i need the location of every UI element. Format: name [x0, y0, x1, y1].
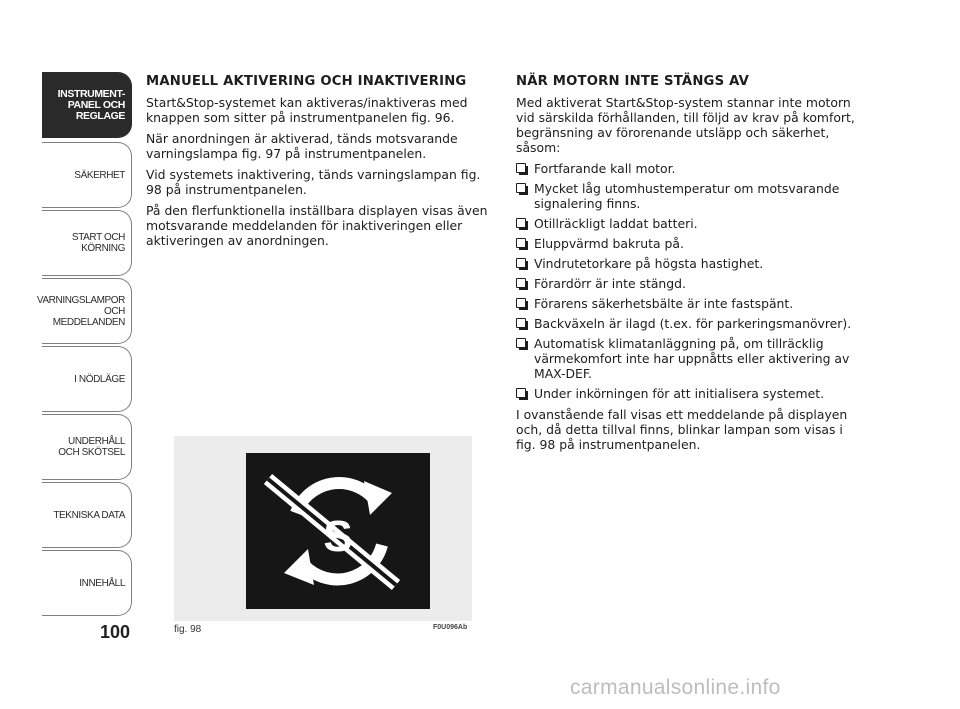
start-stop-off-icon [246, 453, 430, 609]
list-item [516, 236, 866, 251]
checkbox-bullet-icon [516, 258, 526, 268]
list-item-text: Otillräckligt laddat batteri. [534, 216, 698, 231]
paragraph: På den flerfunktionella inställbara displayen visas även motsvarande meddelanden för inaktiveringen eller aktiveringen av anordningen. [146, 203, 488, 248]
list-item [516, 296, 866, 311]
tab-tekniska-data[interactable] [42, 482, 132, 548]
list-item-text: Eluppvärmd bakruta på. [534, 236, 684, 251]
list-item [516, 336, 866, 381]
list-item [516, 216, 866, 231]
list-item-text: Förardörr är inte stängd. [534, 276, 686, 291]
list-item [516, 181, 866, 211]
right-column [516, 74, 866, 458]
checkbox-bullet-icon [516, 218, 526, 228]
section-heading-engine-not-stopping: NÄR MOTORN INTE STÄNGS AV [516, 74, 749, 89]
checkbox-bullet-icon [516, 238, 526, 248]
tab-label: START OCH KÖRNING [71, 232, 125, 254]
tab-label: I NÖDLÄGE [74, 373, 125, 385]
tab-instrumentpanel-och-reglage[interactable] [42, 72, 132, 138]
list-item-text: Under inkörningen för att initialisera systemet. [534, 386, 825, 401]
checkbox-bullet-icon [516, 163, 526, 173]
tab-varningslampor-och-meddelanden[interactable] [36, 278, 132, 344]
tab-label: UNDERHÅLL OCH SKÖTSEL [58, 436, 125, 458]
tab-label: SÄKERHET [74, 169, 125, 181]
paragraph: Vid systemets inaktivering, tänds varningslampan fig. 98 på instrumentpanelen. [146, 167, 481, 197]
condition-list [516, 161, 866, 401]
intro-paragraph: Med aktiverat Start&Stop-system stannar inte motorn vid särskilda förhållanden, till följd av krav på komfort, begränsning av förorenande utsläpp och säkerhet, såsom: [516, 95, 855, 155]
list-item-text: Mycket låg utomhustemperatur om motsvarande signalering finns. [534, 181, 840, 211]
checkbox-bullet-icon [516, 278, 526, 288]
tab-label: TEKNISKA DATA [53, 509, 125, 521]
list-item-text: Förarens säkerhetsbälte är inte fastspänt. [534, 296, 794, 311]
section-heading-manual-activation: MANUELL AKTIVERING OCH INAKTIVERING [146, 74, 467, 89]
tab-label: VARNINGSLAMPOR OCH MEDDELANDEN [36, 294, 125, 328]
tab-label: INNEHÅLL [79, 577, 125, 589]
tab-start-och-korning[interactable] [42, 210, 132, 276]
checkbox-bullet-icon [516, 183, 526, 193]
paragraph: Start&Stop-systemet kan aktiveras/inaktiveras med knappen som sitter på instrumentpanelen fig. 96. [146, 95, 468, 125]
paragraph: När anordningen är aktiverad, tänds motsvarande varningslampa fig. 97 på instrumentpanelen. [146, 131, 458, 161]
checkbox-bullet-icon [516, 298, 526, 308]
checkbox-bullet-icon [516, 388, 526, 398]
list-item [516, 161, 866, 176]
tab-innehall[interactable] [42, 550, 132, 616]
list-item-text: Automatisk klimatanläggning på, om tillräcklig värmekomfort inte har uppnåtts eller aktivering av MAX-DEF. [534, 336, 850, 381]
figure-98 [174, 436, 472, 621]
tab-sakerhet[interactable] [42, 142, 132, 208]
checkbox-bullet-icon [516, 338, 526, 348]
list-item-text: Vindrutetorkare på högsta hastighet. [534, 256, 764, 271]
checkbox-bullet-icon [516, 318, 526, 328]
list-item [516, 386, 866, 401]
tab-underhall-och-skotsel[interactable] [42, 414, 132, 480]
list-item [516, 256, 866, 271]
left-column [146, 74, 491, 254]
list-item-text: Fortfarande kall motor. [534, 161, 676, 176]
figure-caption: fig. 98 [174, 624, 202, 635]
list-item [516, 316, 866, 331]
page-number: 100 [100, 622, 131, 642]
list-item [516, 276, 866, 291]
icon-letter: S [323, 512, 353, 561]
list-item-text: Backväxeln är ilagd (t.ex. för parkeringsmanövrer). [534, 316, 852, 331]
tab-i-nodlage[interactable] [42, 346, 132, 412]
watermark: carmanualsonline.info [570, 676, 781, 699]
tab-label: INSTRUMENT- PANEL OCH REGLAGE [57, 87, 125, 122]
closing-paragraph: I ovanstående fall visas ett meddelande på displayen och, då detta tillval finns, blinkar lampan som visas i fig. 98 på instrumentpanelen. [516, 407, 848, 452]
figure-code: F0U096Ab [433, 624, 468, 631]
